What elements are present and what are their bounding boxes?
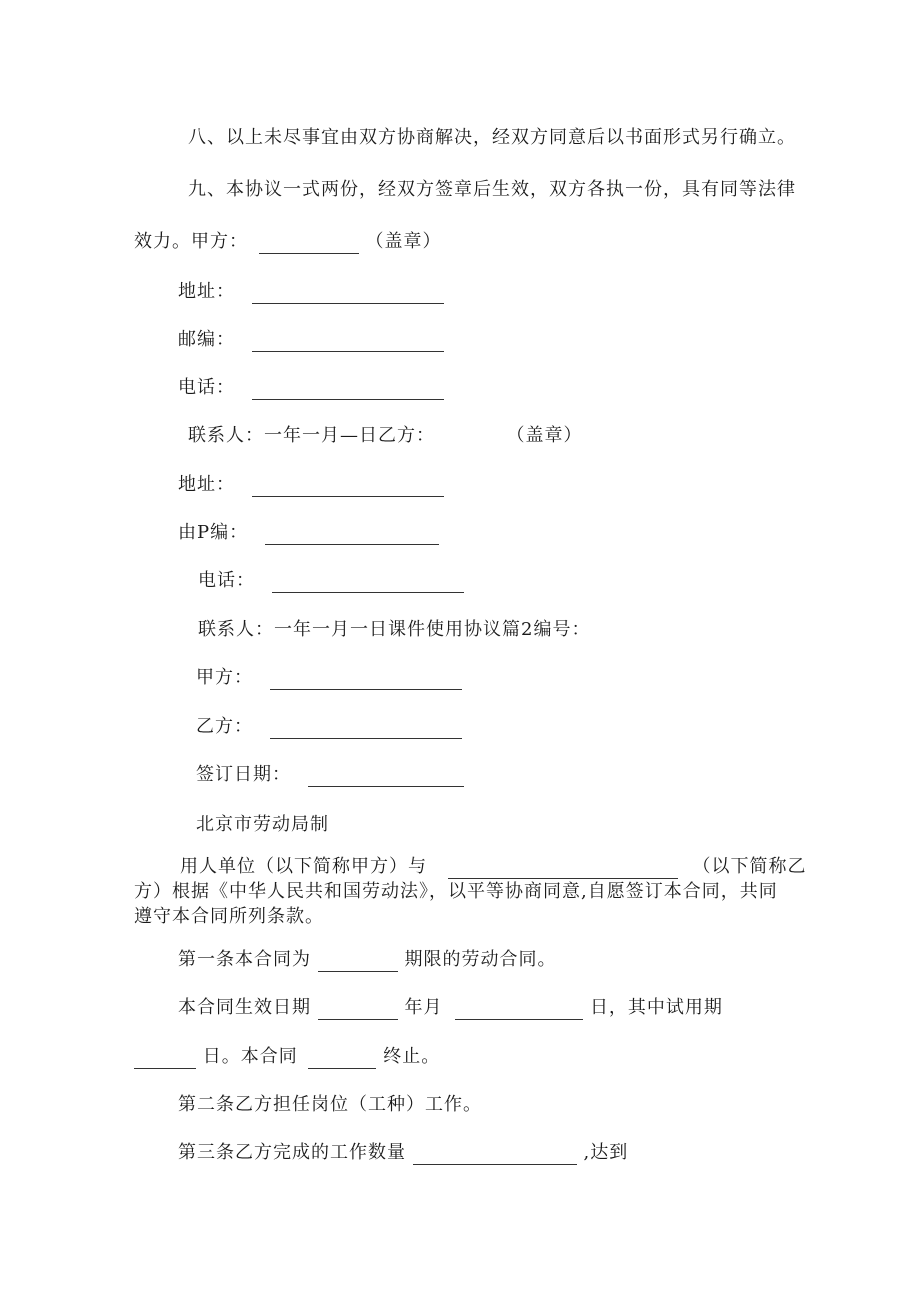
termination-text-a: 日。本合同 bbox=[202, 1046, 298, 1067]
article-3 bbox=[178, 1141, 628, 1165]
phone-row-b bbox=[198, 569, 464, 593]
party-b-label: 乙方： bbox=[196, 716, 253, 737]
party-a-blank-2[interactable] bbox=[270, 671, 462, 690]
effective-text-a: 本合同生效日期 bbox=[178, 997, 311, 1018]
address-blank-b[interactable] bbox=[252, 478, 444, 497]
termination-line bbox=[134, 1045, 440, 1069]
address-label: 地址： bbox=[178, 281, 235, 302]
effective-text-c: 日，其中试用期 bbox=[589, 997, 723, 1018]
article-1-text: 第一条本合同为 bbox=[178, 949, 311, 970]
party-a-blank[interactable] bbox=[259, 235, 359, 254]
effective-day-blank[interactable] bbox=[455, 1001, 583, 1020]
party-b-name-blank[interactable] bbox=[448, 860, 678, 879]
postcode-blank-b[interactable] bbox=[265, 526, 439, 545]
intro-text-a: 用人单位（以下简称甲方）与 bbox=[180, 856, 427, 877]
intro-line-3: 遵守本合同所列条款。 bbox=[134, 906, 324, 927]
party-a-label: 效力。甲方： bbox=[134, 231, 248, 252]
article-1 bbox=[178, 948, 556, 972]
term-blank[interactable] bbox=[318, 953, 398, 972]
postcode-blank[interactable] bbox=[252, 333, 444, 352]
article-3-tail: ,达到 bbox=[583, 1142, 629, 1163]
postcode-label-b: 由P编： bbox=[178, 522, 249, 543]
postcode-row-a bbox=[178, 328, 444, 352]
intro-line-2: 方）根据《中华人民共和国劳动法》，以平等协商同意,自愿签订本合同，共同 bbox=[134, 881, 778, 902]
clause-9: 九、本协议一式两份，经双方签章后生效，双方各执一份，具有同等法律 bbox=[188, 179, 796, 200]
seal-label-b: （盖章） bbox=[506, 425, 583, 446]
bureau-line: 北京市劳动局制 bbox=[196, 814, 329, 835]
effective-text-b: 年月 bbox=[404, 997, 443, 1018]
sign-date-label: 签订日期： bbox=[196, 764, 291, 785]
address-row-a bbox=[178, 280, 444, 304]
contact-row-a bbox=[188, 424, 582, 448]
termination-blank[interactable] bbox=[308, 1050, 376, 1069]
phone-row-a bbox=[178, 376, 444, 400]
effective-year-blank[interactable] bbox=[318, 1001, 398, 1020]
postcode-label: 邮编： bbox=[178, 329, 235, 350]
phone-label: 电话： bbox=[178, 377, 235, 398]
phone-blank-b[interactable] bbox=[272, 574, 464, 593]
clause-9-continued bbox=[134, 230, 441, 254]
intro-line-1 bbox=[180, 855, 806, 879]
party-a-row bbox=[196, 666, 462, 690]
address-label-b: 地址： bbox=[178, 474, 235, 495]
party-b-row bbox=[196, 715, 462, 739]
workload-blank[interactable] bbox=[413, 1146, 577, 1165]
address-blank[interactable] bbox=[252, 285, 444, 304]
seal-label: （盖章） bbox=[365, 231, 442, 252]
article-2: 第二条乙方担任岗位（工种）工作。 bbox=[178, 1094, 482, 1115]
contact-row-b: 联系人：一年一月一日课件使用协议篇2编号： bbox=[198, 619, 591, 640]
postcode-row-b bbox=[178, 521, 439, 545]
article-1-tail: 期限的劳动合同。 bbox=[404, 949, 557, 970]
clause-8: 八、以上未尽事宜由双方协商解决，经双方同意后以书面形式另行确立。 bbox=[188, 127, 796, 148]
effective-date-line bbox=[178, 996, 723, 1020]
address-row-b bbox=[178, 473, 444, 497]
phone-label-b: 电话： bbox=[198, 570, 255, 591]
party-b-blank[interactable] bbox=[270, 720, 462, 739]
phone-blank[interactable] bbox=[252, 381, 444, 400]
termination-text-b: 终止。 bbox=[383, 1046, 441, 1067]
article-3-text: 第三条乙方完成的工作数量 bbox=[178, 1142, 406, 1163]
sign-date-blank[interactable] bbox=[308, 768, 464, 787]
intro-text-a2: （以下简称乙 bbox=[692, 856, 807, 877]
party-a-label-2: 甲方： bbox=[196, 667, 253, 688]
contact-label: 联系人：一年一月—日乙方： bbox=[188, 425, 435, 446]
sign-date-row bbox=[196, 763, 464, 787]
probation-blank[interactable] bbox=[134, 1050, 196, 1069]
